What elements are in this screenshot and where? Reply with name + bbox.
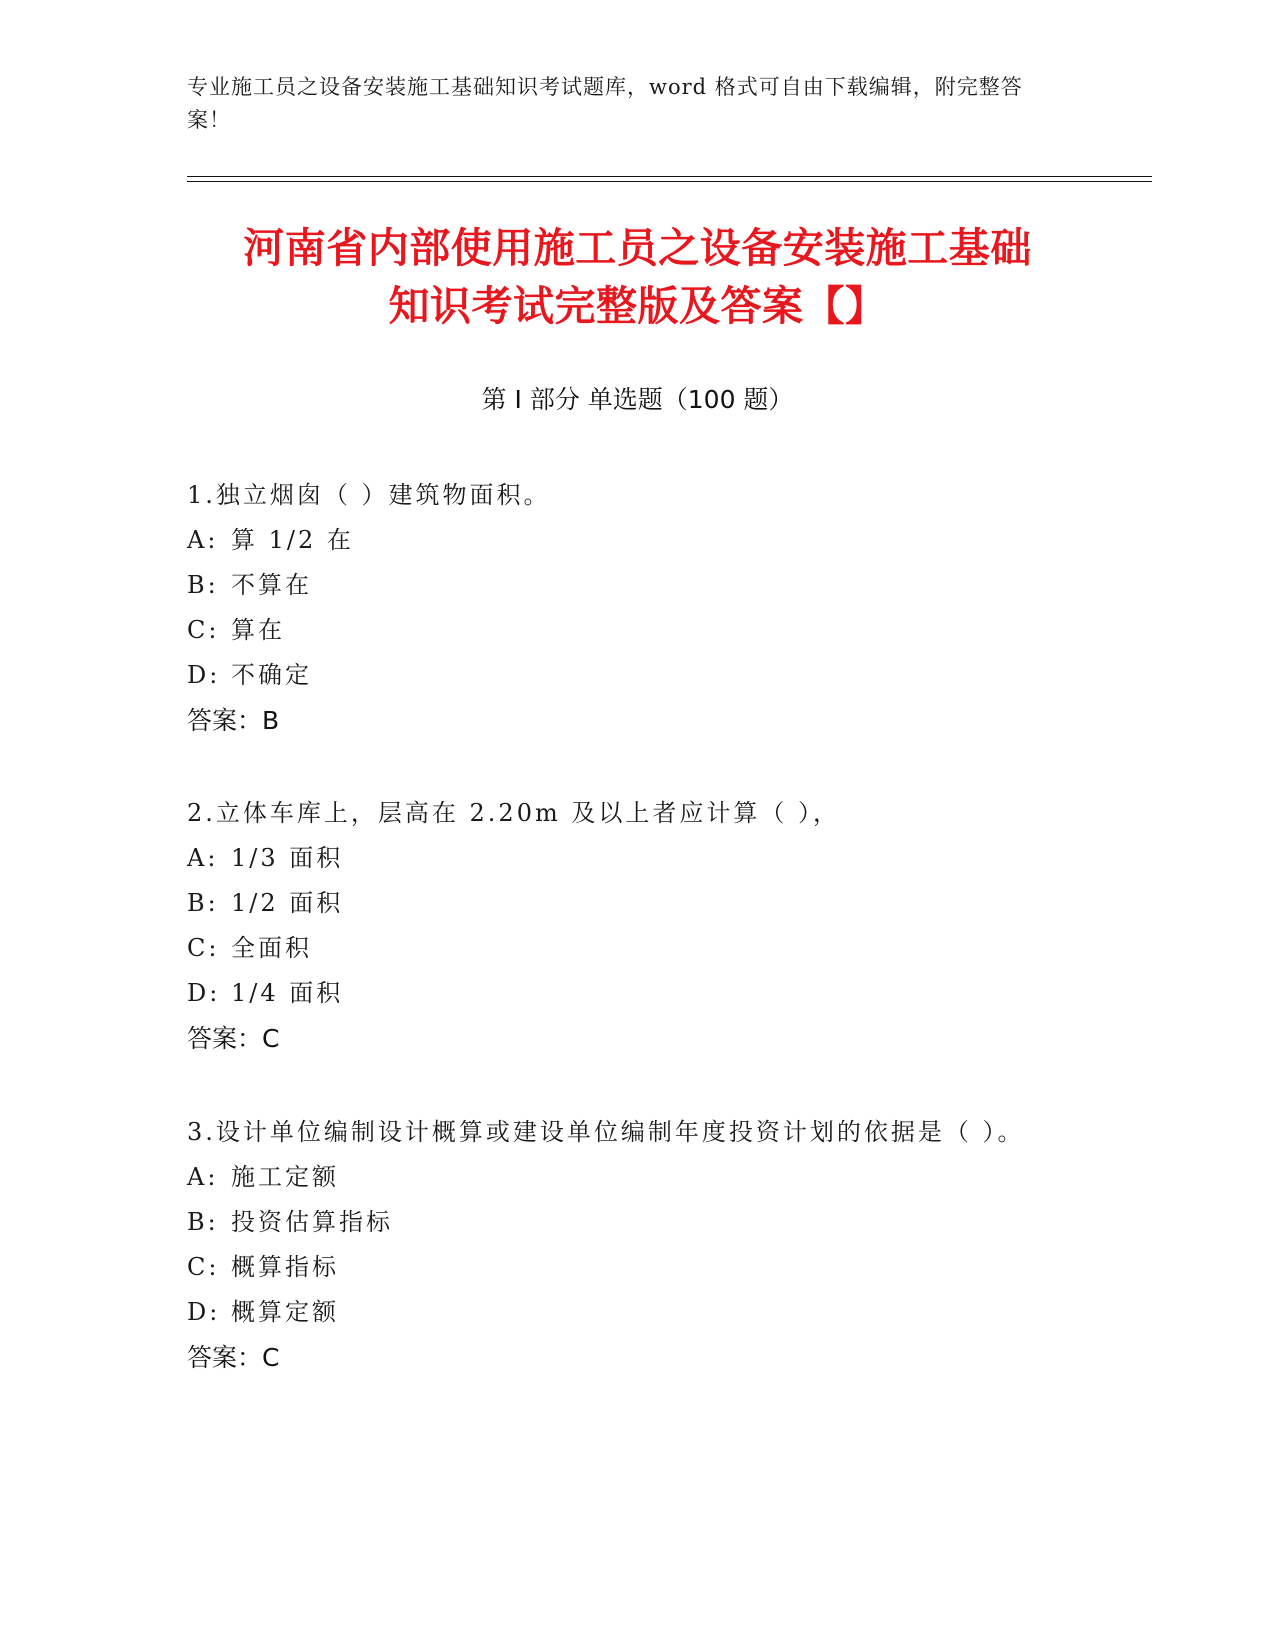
option-letter: B: <box>187 889 219 917</box>
option-text: 不算在 <box>231 571 312 599</box>
option-text: 不确定 <box>231 661 312 689</box>
header-rule-top <box>187 176 1152 177</box>
option-c <box>187 608 1087 653</box>
option-letter: B: <box>187 1208 219 1236</box>
question-text: 1.独立烟囱（ ）建筑物面积。 <box>187 481 551 509</box>
option-letter: A: <box>187 526 219 554</box>
question-text: 3.设计单位编制设计概算或建设单位编制年度投资计划的依据是（ ）。 <box>187 1118 1025 1146</box>
option-text: 1/4 面积 <box>231 979 344 1007</box>
question-text: 2.立体车库上，层高在 2.20m 及以上者应计算（ ）， <box>187 799 840 827</box>
option-letter: D: <box>187 661 221 689</box>
option-text: 算在 <box>231 616 285 644</box>
option-letter: C: <box>187 1253 220 1281</box>
option-b <box>187 1200 1087 1245</box>
option-text: 全面积 <box>231 934 312 962</box>
option-c <box>187 926 1087 971</box>
question-2 <box>187 790 1087 1062</box>
header-note: 专业施工员之设备安装施工基础知识考试题库，word 格式可自由下载编辑，附完整答案！ <box>187 75 1023 132</box>
header-rule-bottom <box>187 181 1152 182</box>
option-letter: A: <box>187 1163 219 1191</box>
option-d <box>187 971 1087 1016</box>
option-a <box>187 836 1087 881</box>
option-text: 施工定额 <box>231 1163 339 1191</box>
option-letter: C: <box>187 616 220 644</box>
option-c <box>187 1245 1087 1290</box>
option-b <box>187 881 1087 926</box>
option-d <box>187 1290 1087 1335</box>
option-d <box>187 653 1087 698</box>
option-text: 概算定额 <box>231 1298 339 1326</box>
option-text: 投资估算指标 <box>231 1208 393 1236</box>
answer-label: 答案：C <box>187 1343 280 1372</box>
answer-label: 答案：B <box>187 706 280 735</box>
option-text: 1/2 面积 <box>231 889 344 917</box>
option-a <box>187 518 1087 563</box>
option-letter: D: <box>187 1298 221 1326</box>
question-1 <box>187 472 1087 744</box>
document-title-line-2: 知识考试完整版及答案【】 <box>388 282 887 330</box>
answer-label: 答案：C <box>187 1024 280 1053</box>
option-letter: C: <box>187 934 220 962</box>
option-text: 概算指标 <box>231 1253 339 1281</box>
section-heading: 第 I 部分 单选题（100 题） <box>481 385 794 414</box>
option-letter: B: <box>187 571 219 599</box>
document-title <box>160 219 1115 335</box>
option-text: 1/3 面积 <box>231 844 344 872</box>
option-a <box>187 1155 1087 1200</box>
option-letter: A: <box>187 844 219 872</box>
option-text: 算 1/2 在 <box>231 526 354 554</box>
option-letter: D: <box>187 979 221 1007</box>
document-title-line-1: 河南省内部使用施工员之设备安装施工基础 <box>243 224 1032 272</box>
option-b <box>187 563 1087 608</box>
question-3 <box>187 1109 1087 1381</box>
